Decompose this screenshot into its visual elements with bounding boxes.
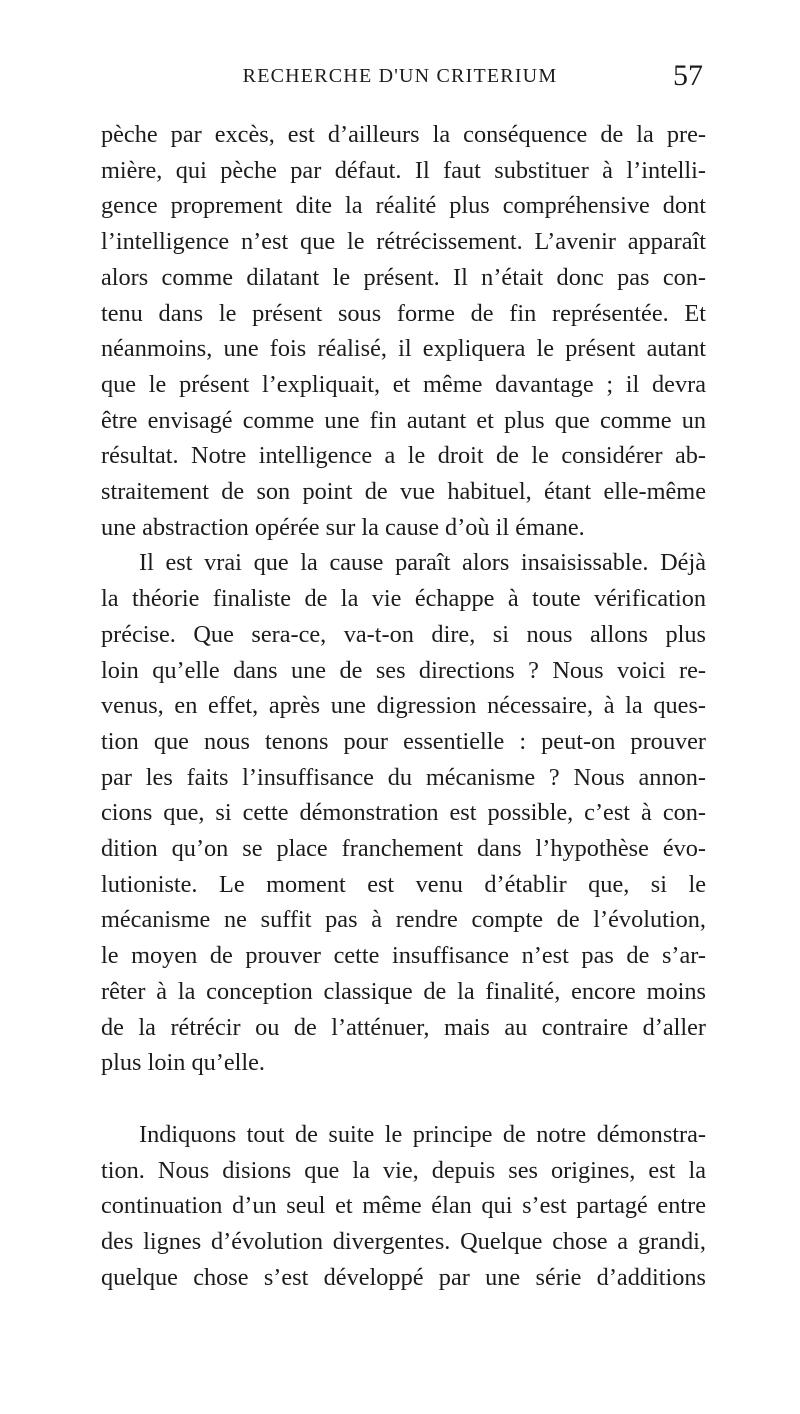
- text-line: mécanisme ne suffit pas à rendre compte de l’évolution,: [101, 906, 706, 934]
- text-line: venus, en effet, après une digression nécessaire, à la ques-: [101, 692, 706, 720]
- text-line: quelque chose s’est développé par une série d’additions: [101, 1263, 706, 1291]
- text-line: de la rétrécir ou de l’atténuer, mais au contraire d’aller: [101, 1013, 706, 1041]
- text-line: alors comme dilatant le présent. Il n’était donc pas con-: [101, 263, 706, 291]
- text-line: être envisagé comme une fin autant et plus que comme un: [101, 406, 706, 434]
- text-line: pèche par excès, est d’ailleurs la conséquence de la pre-: [101, 121, 706, 148]
- text-line: que le présent l’expliquait, et même davantage ; il devra: [101, 370, 706, 398]
- paragraph-1: [101, 117, 706, 545]
- text-line: résultat. Notre intelligence a le droit de le considérer ab-: [101, 442, 706, 470]
- page-number: 57: [673, 59, 703, 92]
- running-title: RECHERCHE D'UN CRITERIUM: [242, 65, 558, 87]
- text-line: plus loin qu’elle.: [101, 1049, 265, 1077]
- text-line: par les faits l’insuffisance du mécanisme ? Nous annon-: [101, 763, 706, 791]
- text-line: Indiquons tout de suite le principe de notre démonstra-: [139, 1120, 706, 1148]
- text-line: mière, qui pèche par défaut. Il faut substituer à l’intelli-: [101, 156, 706, 184]
- text-line: tenu dans le présent sous forme de fin représentée. Et: [101, 299, 706, 327]
- text-line: l’intelligence n’est que le rétrécissement. L’avenir apparaît: [101, 228, 706, 256]
- text-line: la théorie finaliste de la vie échappe à toute vérification: [101, 585, 706, 613]
- text-line: continuation d’un seul et même élan qui s’est partagé entre: [101, 1192, 706, 1220]
- text-line: tion. Nous disions que la vie, depuis ses origines, est la: [101, 1156, 706, 1184]
- paragraph-2: [101, 545, 706, 1081]
- paragraph-3: [101, 1117, 706, 1296]
- text-line: cions que, si cette démonstration est possible, c’est à con-: [101, 799, 706, 827]
- text-line: loin qu’elle dans une de ses directions ? Nous voici re-: [101, 656, 706, 684]
- paragraph-gap: [101, 1081, 706, 1117]
- body-text: [101, 117, 706, 1296]
- text-line: néanmoins, une fois réalisé, il expliquera le présent autant: [101, 335, 706, 363]
- text-line: dition qu’on se place franchement dans l’hypothèse évo-: [101, 835, 706, 863]
- text-line: le moyen de prouver cette insuffisance n’est pas de s’ar-: [101, 942, 706, 970]
- text-line: lutioniste. Le moment est venu d’établir que, si le: [101, 870, 706, 898]
- text-line: une abstraction opérée sur la cause d’où il émane.: [101, 513, 585, 541]
- text-line: des lignes d’évolution divergentes. Quelque chose a grandi,: [101, 1228, 706, 1256]
- text-line: précise. Que sera-ce, va-t-on dire, si nous allons plus: [101, 620, 706, 648]
- text-line: tion que nous tenons pour essentielle : peut-on prouver: [101, 727, 706, 755]
- text-line: rêter à la conception classique de la finalité, encore moins: [101, 977, 706, 1005]
- text-line: gence proprement dite la réalité plus compréhensive dont: [101, 192, 706, 220]
- text-line: straitement de son point de vue habituel, étant elle-même: [101, 478, 706, 506]
- text-line: Il est vrai que la cause paraît alors insaisissable. Déjà: [139, 549, 706, 577]
- running-head: [0, 56, 800, 116]
